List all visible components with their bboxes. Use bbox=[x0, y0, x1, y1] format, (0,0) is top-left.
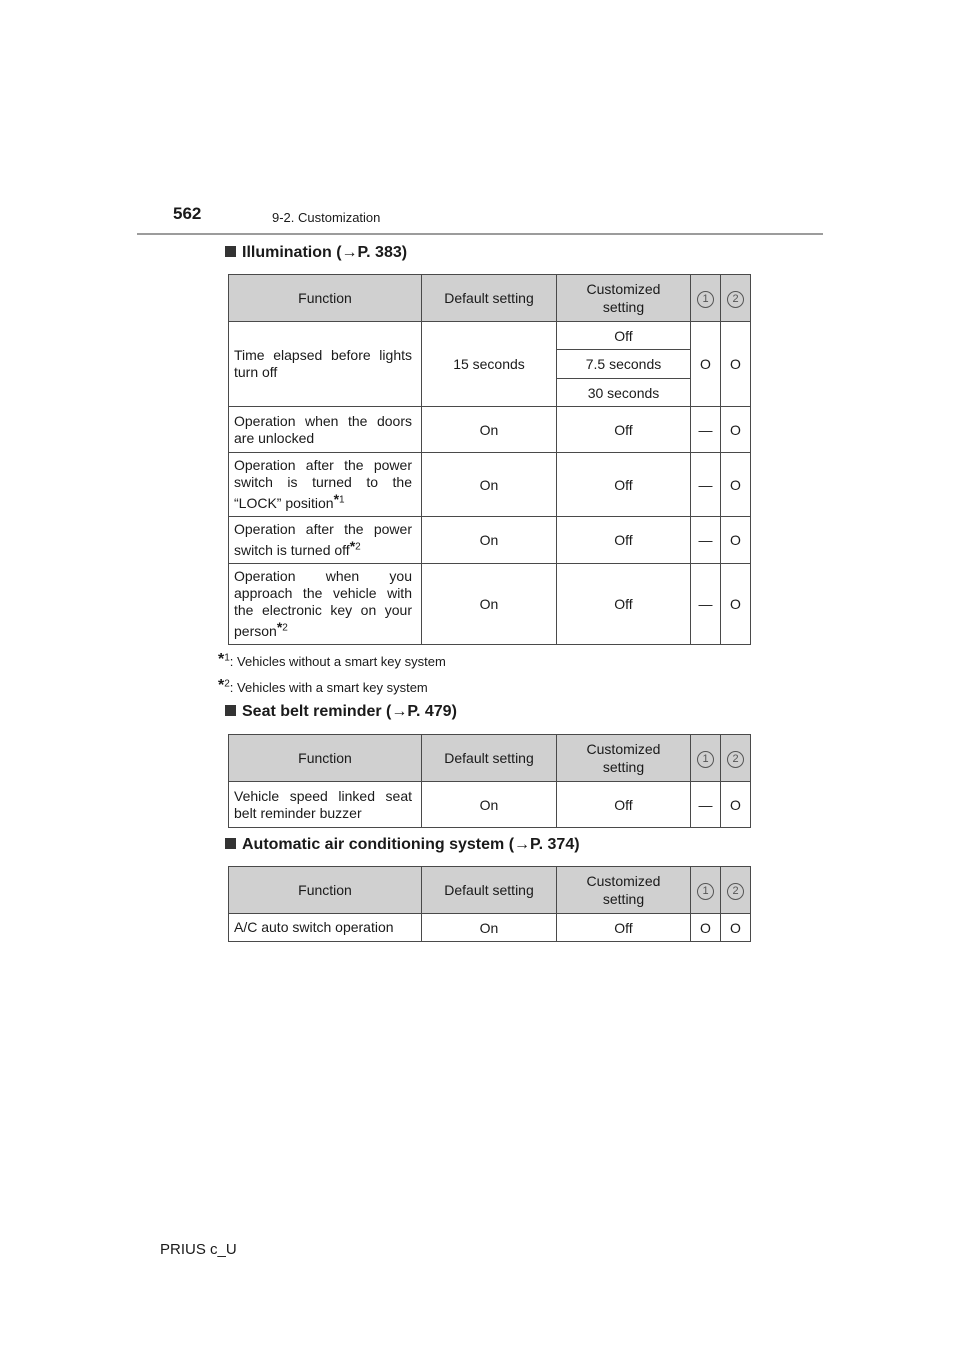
col-header-2 bbox=[721, 275, 751, 322]
circled-two-icon: 2 bbox=[727, 291, 744, 308]
col-header-customized: Customized setting bbox=[557, 275, 691, 322]
footnote-1 bbox=[218, 651, 446, 669]
mark-2-cell: O bbox=[721, 322, 751, 407]
section-title-text: Illumination (→P. 383) bbox=[242, 244, 408, 261]
illumination-table bbox=[228, 274, 751, 645]
col-header-default: Default setting bbox=[422, 867, 557, 914]
customized-cell: Off bbox=[557, 453, 691, 517]
mark-1-cell: O bbox=[691, 914, 721, 942]
function-text: Operation after the power switch is turned off bbox=[234, 521, 412, 558]
customized-cell: Off bbox=[557, 914, 691, 942]
function-text: Operation after the power switch is turned to the “LOCK” position bbox=[234, 457, 412, 511]
circled-one-icon: 1 bbox=[697, 291, 714, 308]
footnote-2 bbox=[218, 677, 428, 695]
col-header-2 bbox=[721, 735, 751, 782]
default-cell: On bbox=[422, 407, 557, 453]
page-number: 562 bbox=[173, 204, 202, 223]
customized-cell: Off bbox=[557, 322, 691, 350]
aircon-table bbox=[228, 866, 751, 942]
mark-2-cell: O bbox=[721, 453, 751, 517]
footnote-number: 2 bbox=[355, 541, 361, 553]
table-row bbox=[229, 517, 751, 564]
section-title-illumination bbox=[225, 244, 407, 262]
mark-2-cell: O bbox=[721, 782, 751, 828]
mark-1-cell: — bbox=[691, 517, 721, 564]
customized-cell: Off bbox=[557, 517, 691, 564]
default-cell: On bbox=[422, 914, 557, 942]
square-bullet-icon bbox=[225, 246, 236, 257]
seatbelt-table bbox=[228, 734, 751, 828]
footnote-text: : Vehicles with a smart key system bbox=[229, 680, 428, 695]
mark-2-cell: O bbox=[721, 914, 751, 942]
table-row bbox=[229, 453, 751, 517]
footnote-marker: * bbox=[276, 619, 283, 635]
default-cell: On bbox=[422, 564, 557, 645]
footnote-number: 2 bbox=[282, 622, 288, 634]
col-header-default: Default setting bbox=[422, 735, 557, 782]
table-row bbox=[229, 914, 751, 942]
function-cell: A/C auto switch operation bbox=[229, 914, 422, 942]
mark-2-cell: O bbox=[721, 517, 751, 564]
col-header-customized: Customized setting bbox=[557, 735, 691, 782]
section-title-text: Seat belt reminder (→P. 479) bbox=[242, 703, 457, 720]
customized-cell: Off bbox=[557, 564, 691, 645]
table-row bbox=[229, 322, 751, 350]
model-footer: PRIUS c_U bbox=[160, 1241, 237, 1258]
col-header-function: Function bbox=[229, 867, 422, 914]
footnote-marker: * bbox=[333, 491, 340, 507]
square-bullet-icon bbox=[225, 705, 236, 716]
table-row bbox=[229, 782, 751, 828]
mark-1-cell: O bbox=[691, 322, 721, 407]
table-row bbox=[229, 407, 751, 453]
chapter-title: 9-2. Customization bbox=[272, 210, 381, 225]
footnote-marker: * bbox=[218, 651, 225, 668]
table-header-row bbox=[229, 275, 751, 322]
customized-cell: Off bbox=[557, 782, 691, 828]
footnote-number: 2 bbox=[224, 678, 230, 690]
mark-2-cell: O bbox=[721, 564, 751, 645]
footnote-marker: * bbox=[349, 538, 356, 554]
col-header-function: Function bbox=[229, 735, 422, 782]
mark-1-cell: — bbox=[691, 564, 721, 645]
customized-cell: 30 seconds bbox=[557, 379, 691, 407]
mark-1-cell: — bbox=[691, 782, 721, 828]
mark-1-cell: — bbox=[691, 453, 721, 517]
footnote-number: 1 bbox=[224, 652, 230, 664]
function-cell bbox=[229, 517, 422, 564]
section-title-aircon bbox=[225, 836, 580, 854]
table-header-row bbox=[229, 735, 751, 782]
default-cell: 15 seconds bbox=[422, 322, 557, 407]
table-row bbox=[229, 564, 751, 645]
footnote-text: : Vehicles without a smart key system bbox=[229, 654, 446, 669]
default-cell: On bbox=[422, 517, 557, 564]
table-header-row bbox=[229, 867, 751, 914]
customized-cell: 7.5 seconds bbox=[557, 350, 691, 379]
circled-two-icon: 2 bbox=[727, 751, 744, 768]
section-title-text: Automatic air conditioning system (→P. 374) bbox=[242, 836, 580, 853]
default-cell: On bbox=[422, 453, 557, 517]
default-cell: On bbox=[422, 782, 557, 828]
function-cell bbox=[229, 564, 422, 645]
mark-1-cell: — bbox=[691, 407, 721, 453]
circled-one-icon: 1 bbox=[697, 751, 714, 768]
square-bullet-icon bbox=[225, 838, 236, 849]
function-cell: Time elapsed before lights turn off bbox=[229, 322, 422, 407]
col-header-customized: Customized setting bbox=[557, 867, 691, 914]
section-title-seatbelt bbox=[225, 703, 457, 721]
function-cell bbox=[229, 453, 422, 517]
circled-one-icon: 1 bbox=[697, 883, 714, 900]
function-cell: Operation when the doors are unlocked bbox=[229, 407, 422, 453]
header-divider bbox=[137, 233, 823, 235]
col-header-2 bbox=[721, 867, 751, 914]
col-header-1 bbox=[691, 275, 721, 322]
customized-cell: Off bbox=[557, 407, 691, 453]
function-cell: Vehicle speed linked seat belt reminder buzzer bbox=[229, 782, 422, 828]
footnote-marker: * bbox=[218, 677, 225, 694]
col-header-function: Function bbox=[229, 275, 422, 322]
col-header-default: Default setting bbox=[422, 275, 557, 322]
mark-2-cell: O bbox=[721, 407, 751, 453]
col-header-1 bbox=[691, 735, 721, 782]
circled-two-icon: 2 bbox=[727, 883, 744, 900]
col-header-1 bbox=[691, 867, 721, 914]
function-text: Operation when you approach the vehicle with the electronic key on your person bbox=[234, 568, 412, 639]
footnote-number: 1 bbox=[339, 494, 345, 506]
